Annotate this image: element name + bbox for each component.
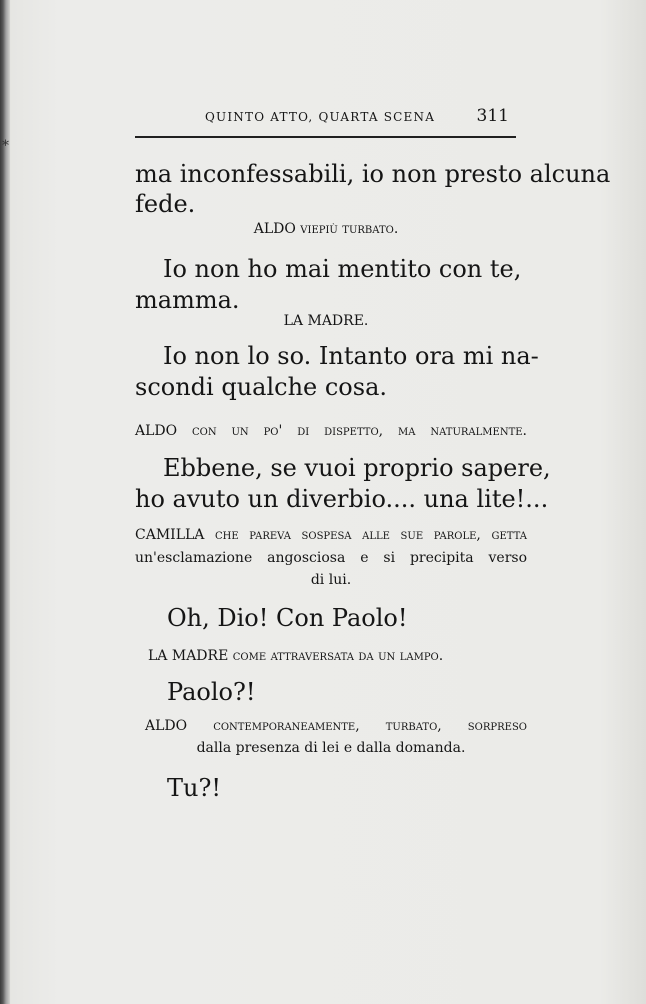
dialogue-line: Paolo?! <box>167 678 256 706</box>
stage-direction: ALDO viepiù turbato. <box>253 221 399 237</box>
stage-direction: ALDO contemporaneamente, turbato, sorpreso <box>145 718 527 734</box>
speaker-label: LA MADRE. <box>283 313 369 329</box>
page-number: 311 <box>476 106 509 126</box>
stage-direction: LA MADRE come attraversata da un lampo. <box>148 648 444 664</box>
dialogue-line: scondi qualche cosa. <box>135 373 388 401</box>
dialogue-line: Tu?! <box>167 774 221 802</box>
header-rule <box>135 136 516 138</box>
dialogue-line: Io non ho mai mentito con te, <box>163 255 522 283</box>
dialogue-line: mamma. <box>135 286 240 314</box>
stage-direction: di lui. <box>310 572 352 588</box>
dialogue-line: Io non lo so. Intanto ora mi na- <box>163 342 539 370</box>
dialogue-line: fede. <box>135 190 196 218</box>
dialogue-line: Oh, Dio! Con Paolo! <box>167 604 408 632</box>
dialogue-line: Ebbene, se vuoi proprio sapere, <box>163 454 551 482</box>
running-head <box>205 106 515 130</box>
stage-direction: un'esclamazione angosciosa e si precipita verso <box>135 550 527 566</box>
dialogue-line: ma inconfessabili, io non presto alcuna <box>135 160 611 188</box>
stage-direction: CAMILLA che pareva sospesa alle sue parole, getta <box>135 527 527 543</box>
margin-mark: * <box>2 138 9 154</box>
stage-direction: ALDO con un po' di dispetto, ma naturalmente. <box>135 423 527 439</box>
dialogue-line: ho avuto un diverbio.... una lite!... <box>135 485 549 513</box>
running-title: QUINTO ATTO, QUARTA SCENA <box>205 110 436 124</box>
stage-direction: dalla presenza di lei e dalla domanda. <box>196 740 466 756</box>
